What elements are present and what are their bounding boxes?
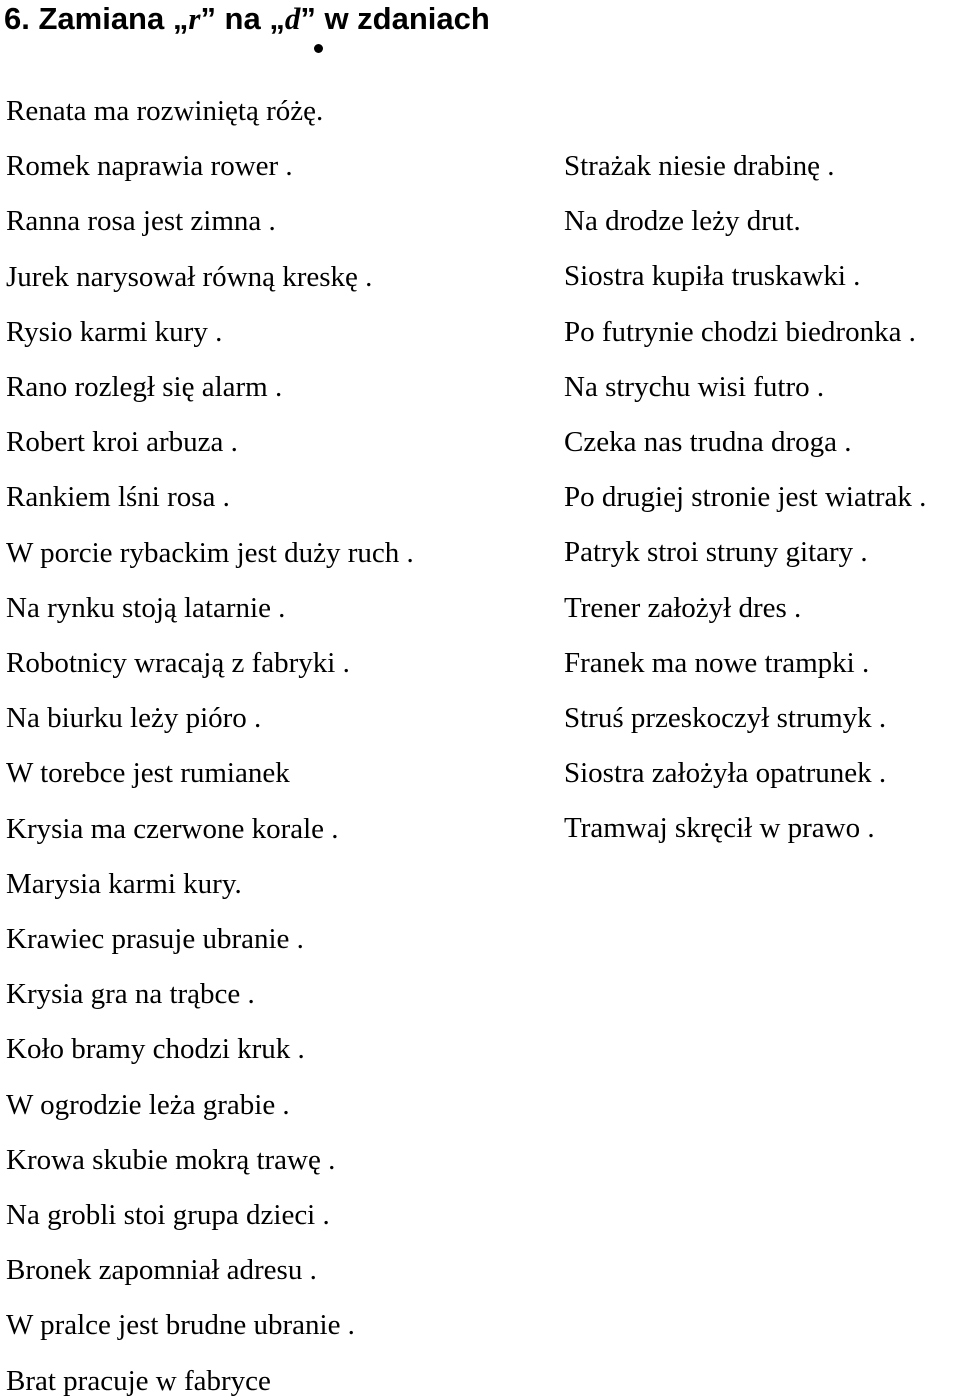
sentence: W pralce jest brudne ubranie .: [6, 1309, 355, 1342]
sentence: Romek naprawia rower .: [6, 150, 293, 183]
sentence: Na strychu wisi futro .: [564, 370, 825, 403]
title-middle: ” na „: [200, 1, 285, 36]
sentence: Patryk stroi struny gitary .: [564, 536, 868, 569]
sentence: W torebce jest rumianek: [6, 757, 290, 790]
sentence: Po drugiej stronie jest wiatrak .: [564, 481, 927, 514]
sentence: Brat pracuje w fabryce: [6, 1364, 271, 1397]
sentence: Robert kroi arbuza .: [6, 426, 238, 459]
title-suffix: ” w zdaniach: [300, 1, 490, 36]
title-prefix: 6. Zamiana „: [4, 1, 189, 36]
sentence: Strażak niesie drabinę .: [564, 150, 835, 182]
sentence: Struś przeskoczył strumyk .: [564, 702, 887, 734]
sentence: Na drodze leży drut.: [564, 205, 801, 238]
sentence: Jurek narysował równą kreskę .: [6, 260, 373, 293]
sentence: Czeka nas trudna droga .: [564, 426, 852, 458]
sentence: Na biurku leży pióro .: [6, 702, 262, 735]
sentence: Na grobli stoi grupa dzieci .: [6, 1199, 330, 1231]
sentence: Krawiec prasuje ubranie .: [6, 923, 304, 955]
sentence: Tramwaj skręcił w prawo .: [564, 812, 875, 845]
sentence: Koło bramy chodzi kruk .: [6, 1033, 305, 1066]
sentence: Bronek zapomniał adresu .: [6, 1254, 317, 1287]
sentence: Robotnicy wracają z fabryki .: [6, 647, 350, 679]
sentence: W porcie rybackim jest duży ruch .: [6, 536, 414, 569]
sentence: Trener założył dres .: [564, 591, 802, 624]
sentence: Na rynku stoją latarnie .: [6, 591, 286, 624]
sentence: Rankiem lśni rosa .: [6, 481, 230, 514]
sentence: Ranna rosa jest zimna .: [6, 205, 276, 238]
sentence: Marysia karmi kury.: [6, 867, 242, 900]
sentence: Po futrynie chodzi biedronka .: [564, 315, 916, 348]
bullet-dot: [314, 44, 323, 53]
sentence: Renata ma rozwiniętą różę.: [6, 95, 324, 127]
sentence: W ogrodzie leża grabie .: [6, 1088, 290, 1121]
sentence: Siostra założyła opatrunek .: [564, 757, 887, 790]
sentence: Franek ma nowe trampki .: [564, 646, 870, 679]
title-letter-r: r: [188, 1, 201, 36]
sentence: Rysio karmi kury .: [6, 315, 223, 348]
page-title: [4, 0, 490, 38]
title-letter-d: d: [284, 1, 301, 36]
sentence: Krysia gra na trąbce .: [6, 978, 255, 1011]
sentence: Krowa skubie mokrą trawę .: [6, 1143, 336, 1176]
sentence: Krysia ma czerwone korale .: [6, 812, 339, 845]
sentence: Siostra kupiła truskawki .: [564, 260, 861, 293]
sentence: Rano rozległ się alarm .: [6, 371, 283, 403]
